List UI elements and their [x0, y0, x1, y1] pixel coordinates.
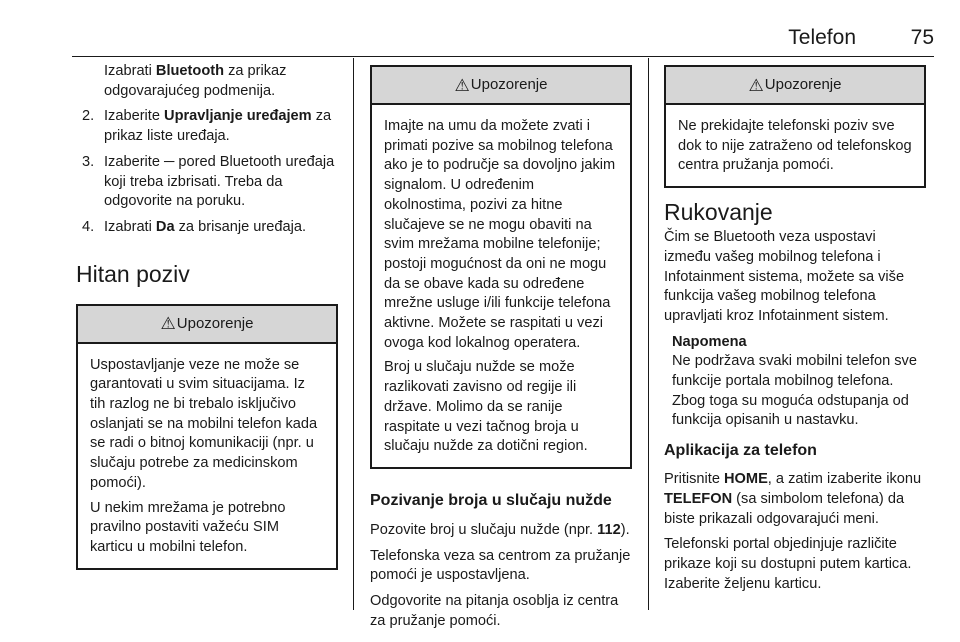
warning-triangle-icon: ⚠ [748, 75, 764, 95]
page-header [72, 26, 934, 54]
step-item: 3. Izaberite ─ pored Bluetooth uređaja koji treba izbrisati. Treba da odgovorite na poruku. [82, 153, 335, 210]
step-item: 2. Izaberite Upravljanje uređajem za prikaz liste uređaja. [82, 108, 332, 145]
body-paragraph: Čim se Bluetooth veza uspostavi između vašeg mobilnog telefona i Infotainment sistema, možete sa više funkcija vašeg mobilnog telefona upravljati kroz Infotainment sistem. [664, 229, 905, 324]
body-paragraph: Odgovorite na pitanja osoblja iz centra za pružanje pomoći. [370, 593, 619, 629]
warning-box [76, 304, 338, 570]
subsection-heading: Aplikacija za telefon [664, 442, 817, 460]
warning-text: Uspostavljanje veze ne može se garantovati u svim situacijama. Iz tih razlog ne bi trebalo isključivo oslanjati se na mobilni telefon kada se radi o bitnoj komunikaciji (npr. u slučaju potrebe za medicinskom pomoći). [90, 356, 318, 491]
warning-body [78, 344, 336, 568]
warning-box [664, 65, 926, 188]
warning-header [78, 306, 336, 344]
warning-triangle-icon: ⚠ [454, 75, 470, 95]
warning-text: Broj u slučaju nužde se može razlikovati zavisno od regije ili države. Molimo da se ranije raspitate u vezi tačnog broja u slučaju nužde za dotični region. [384, 359, 588, 455]
warning-body [666, 105, 924, 186]
warning-title: Upozorenje [764, 76, 842, 94]
page-title: Telefon [788, 26, 856, 49]
warning-box [370, 65, 632, 469]
note-block [664, 333, 926, 432]
note-label: Napomena [672, 333, 747, 350]
warning-text: Imajte na umu da možete zvati i primati pozive sa mobilnog telefona ako je to područje sa dovoljno jakim signalom. U određenim okolnostima, pozivi za hitne slučajeve se ne mogu obaviti na svim mrežama mobilne telefonije; postoji mogućnost da oni ne mogu da se obave kada su određene mrežne usluge i/ili funkcije telefona aktivne. Možete se raspitati u vezi ovoga kod lokalnog operatera. [384, 118, 616, 351]
warning-title: Upozorenje [176, 314, 254, 332]
page-number: 75 [910, 26, 934, 49]
warning-text: Ne prekidajte telefonski poziv sve dok to nije zatraženo od telefonskog centra pružanja pomoći. [678, 118, 912, 174]
column-2 [370, 65, 632, 631]
column-divider [353, 58, 354, 610]
body-paragraph: Pozovite broj u slučaju nužde (npr. 112). [370, 521, 630, 538]
warning-header [666, 67, 924, 105]
subsection-heading: Pozivanje broja u slučaju nužde [370, 491, 612, 509]
column-divider [648, 58, 649, 610]
note-text: Ne podržava svaki mobilni telefon sve funkcije portala mobilnog telefona. Zbog toga su moguća odstupanja od funkcija opisanih u nastavku. [672, 353, 917, 429]
warning-text: U nekim mrežama je potrebno pravilno postaviti važeću SIM karticu u mobilni telefon. [90, 499, 286, 555]
step-intro: Izabrati Bluetooth za prikaz odgovarajućeg podmenija. [104, 63, 287, 99]
warning-header [372, 67, 630, 105]
column-1 [76, 62, 338, 570]
body-paragraph: Telefonski portal objedinjuje različite prikaze koji su dostupni putem kartica. Izaberite željenu karticu. [664, 536, 912, 592]
warning-body [372, 105, 630, 467]
section-heading: Hitan poziv [76, 260, 190, 287]
warning-triangle-icon: ⚠ [160, 314, 176, 334]
body-paragraph: Pritisnite HOME, a zatim izaberite ikonu TELEFON (sa simbolom telefona) da biste prikazali odgovarajući meni. [664, 471, 922, 527]
step-item: 4. Izabrati Da za brisanje uređaja. [82, 218, 307, 235]
header-rule [72, 56, 934, 57]
column-3 [664, 65, 926, 594]
section-heading: Rukovanje [664, 199, 773, 226]
warning-title: Upozorenje [470, 76, 548, 94]
body-paragraph: Telefonska veza sa centrom za pružanje pomoći je uspostavljena. [370, 547, 631, 584]
